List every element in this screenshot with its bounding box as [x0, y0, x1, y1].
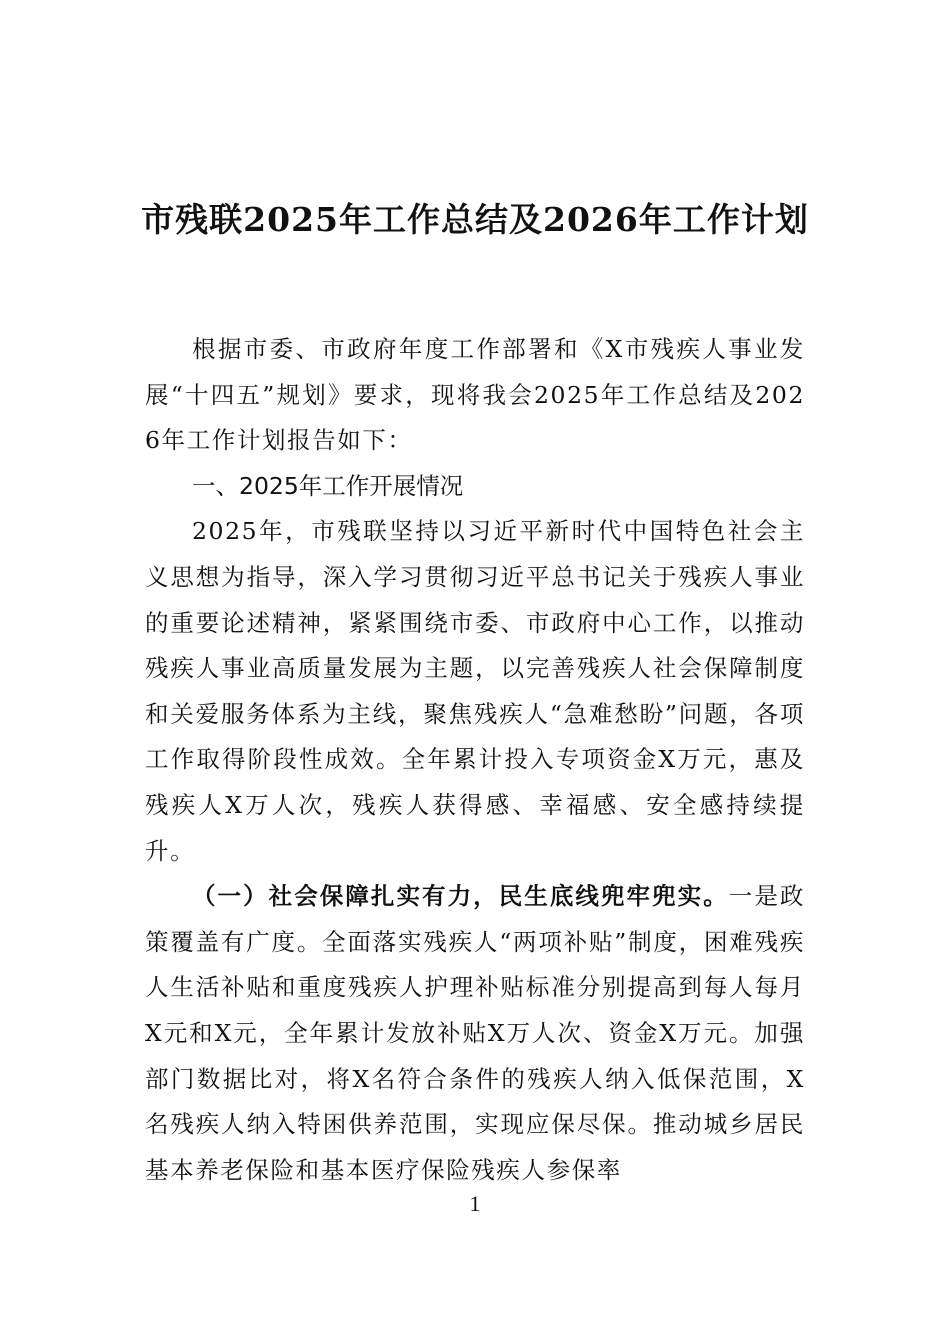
subsection-1-body: 一是政策覆盖有广度。全面落实残疾人“两项补贴”制度，困难残疾人生活补贴和重度残疾人护理补贴标准分别提高到每人每月X元和X元，全年累计发放补贴X万人次、资金X万元。加强部门数据比对，将X名符合条件的残疾人纳入低保范围，X名残疾人纳入特困供养范围，实现应保尽保。推动城乡居民基本养老保险和基本医疗保险残疾人参保率	[145, 882, 805, 1184]
subsection-1-paragraph	[145, 874, 805, 1193]
document-body	[145, 327, 805, 1193]
section-heading-1: 一、2025年工作开展情况	[192, 471, 464, 500]
page-number: 1	[469, 1191, 481, 1216]
section-1-paragraph: 2025年，市残联坚持以习近平新时代中国特色社会主义思想为指导，深入学习贯彻习近平总书记关于残疾人事业的重要论述精神，紧紧围绕市委、市政府中心工作，以推动残疾人事业高质量发展为主题，以完善残疾人社会保障制度和关爱服务体系为主线，聚焦残疾人“急难愁盼”问题，各项工作取得阶段性成效。全年累计投入专项资金X万元，惠及残疾人X万人次，残疾人获得感、幸福感、安全感持续提升。	[145, 517, 805, 865]
page-title: 市残联2025年工作总结及2026年工作计划	[141, 200, 809, 239]
subsection-1-lead: （一）社会保障扎实有力，民生底线兜牢兜实。	[192, 882, 729, 911]
intro-paragraph: 根据市委、市政府年度工作部署和《X市残疾人事业发展“十四五”规划》要求，现将我会2025年工作总结及2026年工作计划报告如下：	[145, 335, 805, 455]
